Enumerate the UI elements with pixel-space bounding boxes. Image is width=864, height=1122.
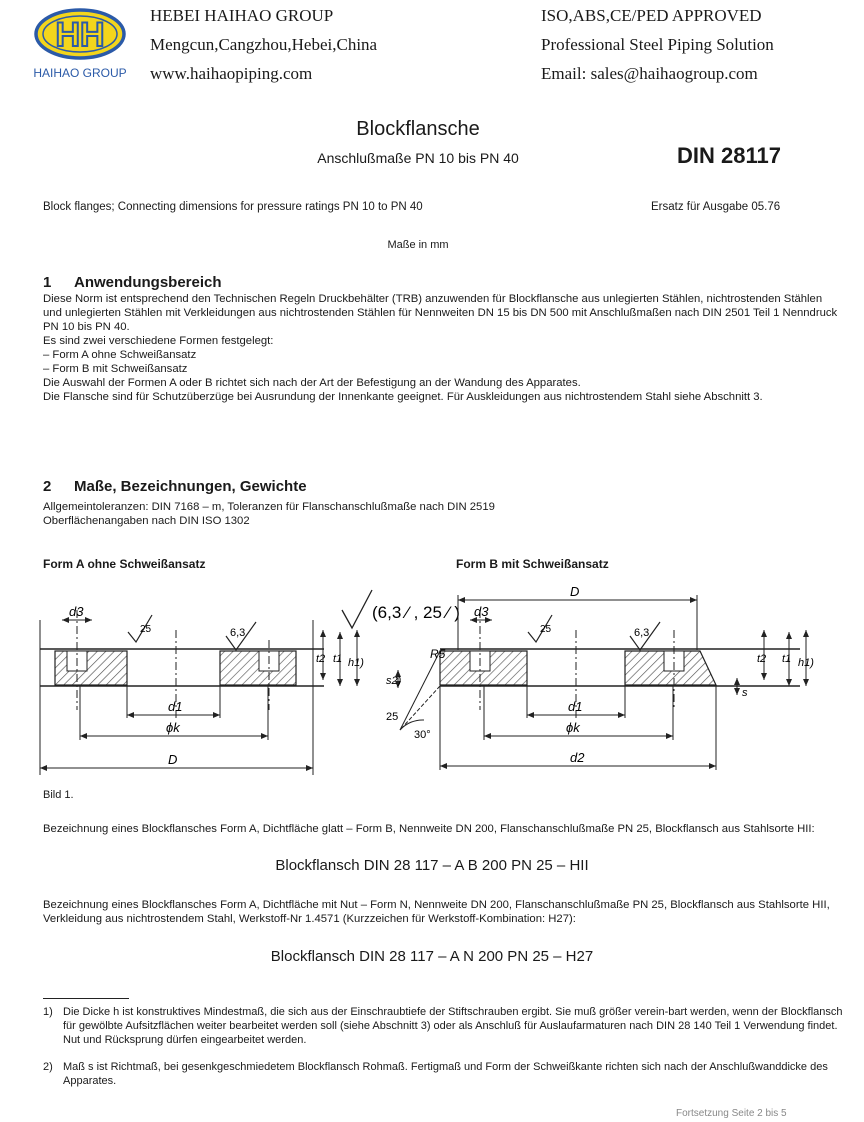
logo-text: HH (55, 16, 105, 54)
logo-caption: HAIHAO GROUP (33, 66, 127, 80)
logo (30, 8, 130, 86)
company-name: HEBEI HAIHAO GROUP (150, 6, 334, 25)
units-note: Maße in mm (387, 239, 449, 251)
section2-title: Maße, Bezeichnungen, Gewichte (74, 478, 307, 495)
tagline: Professional Steel Piping Solution (541, 35, 774, 54)
section2-number: 2 (43, 478, 52, 495)
section1-item-a: – Form A ohne Schweißansatz (43, 349, 197, 361)
section1-item-b: – Form B mit Schweißansatz (43, 363, 188, 375)
dim-d3-b: d3 (474, 604, 489, 619)
surface-25-a: 25 (140, 624, 152, 635)
flange-drawing (0, 570, 864, 780)
dim-d3-a: d3 (69, 604, 84, 619)
dim-25-b: 25 (386, 711, 399, 723)
section2-heading (43, 478, 307, 495)
section1-para3: Die Auswahl der Formen A oder B richtet sich nach der Art der Befestigung an der Wandung des Apparates. (43, 377, 581, 389)
form-b-label: Form B mit Schweißansatz (456, 557, 609, 571)
designation-para2: Bezeichnung eines Blockflansches Form A, Dichtfläche mit Nut – Form N, Nennweite DN 200, Flanschanschlußmaße PN 25, Blockflansch aus Stahlsorte HII, Verkleidung aus nichtrostendem Stahl, Werkstoff-Nr 1.4571 (Kurzzeichen für Werkstoff-Kombination: H27): (43, 899, 830, 925)
dim-t1-a: t1 (333, 653, 343, 665)
dim-d2-b: d2 (570, 750, 585, 765)
continuation-note: Fortsetzung Seite 2 bis 5 (676, 1108, 787, 1119)
english-title: Block flanges; Connecting dimensions for pressure ratings PN 10 to PN 40 (43, 201, 423, 213)
replaces-edition: Ersatz für Ausgabe 05.76 (651, 201, 781, 213)
company-website: www.haihaopiping.com (150, 64, 313, 83)
dim-D-b: D (570, 584, 580, 599)
dim-D-a: D (168, 752, 178, 767)
approval-text: ISO,ABS,CE/PED APPROVED (541, 6, 762, 25)
designation-example1: Blockflansch DIN 28 117 – A B 200 PN 25 – HII (275, 857, 589, 874)
figure-caption: Bild 1. (43, 789, 74, 801)
surface-63-a: 6,3 (230, 627, 246, 639)
dim-d1-a: d1 (168, 699, 183, 714)
dim-t2-b: t2 (757, 653, 767, 665)
surface-25-b: 25 (540, 624, 552, 635)
section2-line2: Oberflächenangaben nach DIN ISO 1302 (43, 515, 250, 527)
footnote-rule (43, 998, 129, 999)
footnote2-mark: 2) (43, 1061, 53, 1073)
standard-number: DIN 28117 (677, 143, 781, 168)
dim-d1-b: d1 (568, 699, 583, 714)
form-a-label: Form A ohne Schweißansatz (43, 557, 206, 571)
designation-para1: Bezeichnung eines Blockflansches Form A, Dichtfläche glatt – Form B, Nennweite DN 200, Flanschanschlußmaße PN 25, Blockflansch aus Stahlsorte HII: (43, 823, 815, 835)
section1-body (43, 292, 843, 404)
dim-h1-a: h1) (348, 657, 364, 669)
surface-63-b: 6,3 (634, 627, 650, 639)
section2-line1: Allgemeintoleranzen: DIN 7168 – m, Toleranzen für Flanschanschlußmaße nach DIN 2519 (43, 501, 495, 513)
page-subtitle: Anschlußmaße PN 10 bis PN 40 (317, 150, 519, 166)
surface-spec-text: (6,3 ⁄ , 25 ⁄ ) (372, 603, 460, 622)
section1-heading (43, 274, 222, 291)
dim-k-a: ϕk (166, 720, 180, 735)
section1-para2: Es sind zwei verschiedene Formen festgelegt: (43, 335, 274, 347)
company-address: Mengcun,Cangzhou,Hebei,China (150, 35, 378, 54)
surface-spec (342, 590, 460, 628)
form-a-section (40, 604, 364, 775)
company-email: Email: sales@haihaogroup.com (541, 64, 758, 83)
dim-30-b: 30° (414, 729, 431, 741)
dim-s-b: s2) (386, 675, 402, 687)
dim-r5-b: R5 (430, 647, 446, 661)
section1-number: 1 (43, 274, 52, 291)
section1-para4: Die Flansche sind für Schutzüberzüge bei Ausrundung der Innenkante geeignet. Für Auskleidungen aus nichtrostendem Stahl siehe Abschnitt 3. (43, 391, 763, 403)
footnote1-mark: 1) (43, 1006, 53, 1018)
dim-t1-b: t1 (782, 653, 792, 665)
footnote2-text: Maß s ist Richtmaß, bei gesenkgeschmiedetem Blockflansch Rohmaß. Fertigmaß und Form der Schweißkante richten sich nach der Anschlußwanddicke des Apparates. (63, 1061, 828, 1087)
designation-example2: Blockflansch DIN 28 117 – A N 200 PN 25 – H27 (270, 948, 594, 965)
section1-para1: Diese Norm ist entsprechend den Technischen Regeln Druckbehälter (TRB) anzuwenden für Blockflansche aus unlegierten Stählen, nichtrostenden Stählen und unlegierten Stählen mit Verkleidungen aus nichtrostenden Stählen für Nennweiten DN 15 bis DN 500 mit Anschlußmaßen nach DIN 2501 Teil 1 Nenndruck PN 10 bis PN 40. (43, 293, 838, 333)
dim-h1-b: h1) (798, 657, 814, 669)
dim-t2-a: t2 (316, 653, 326, 665)
dim-s-right: s (742, 687, 748, 699)
footnote1-text: Die Dicke h ist konstruktives Mindestmaß, die sich aus der Einschraubtiefe der Stiftschrauben ergibt. Sie muß größer verein-bart werden, wenn der Blockflansch für gewölbte Aufsitzflächen weiter bearbeitet werden soll (siehe Abschnitt 3) oder als Anschluß für Auslaufarmaturen nach DIN 28 140 Teil 1 Verwendung findet. Nut und Rücksprung dürfen eingearbeitet werden. (63, 1006, 843, 1046)
page-title: Blockflansche (356, 118, 480, 140)
section2-body (43, 500, 843, 528)
dim-k-b: ϕk (566, 720, 580, 735)
section1-title: Anwendungsbereich (74, 274, 222, 291)
